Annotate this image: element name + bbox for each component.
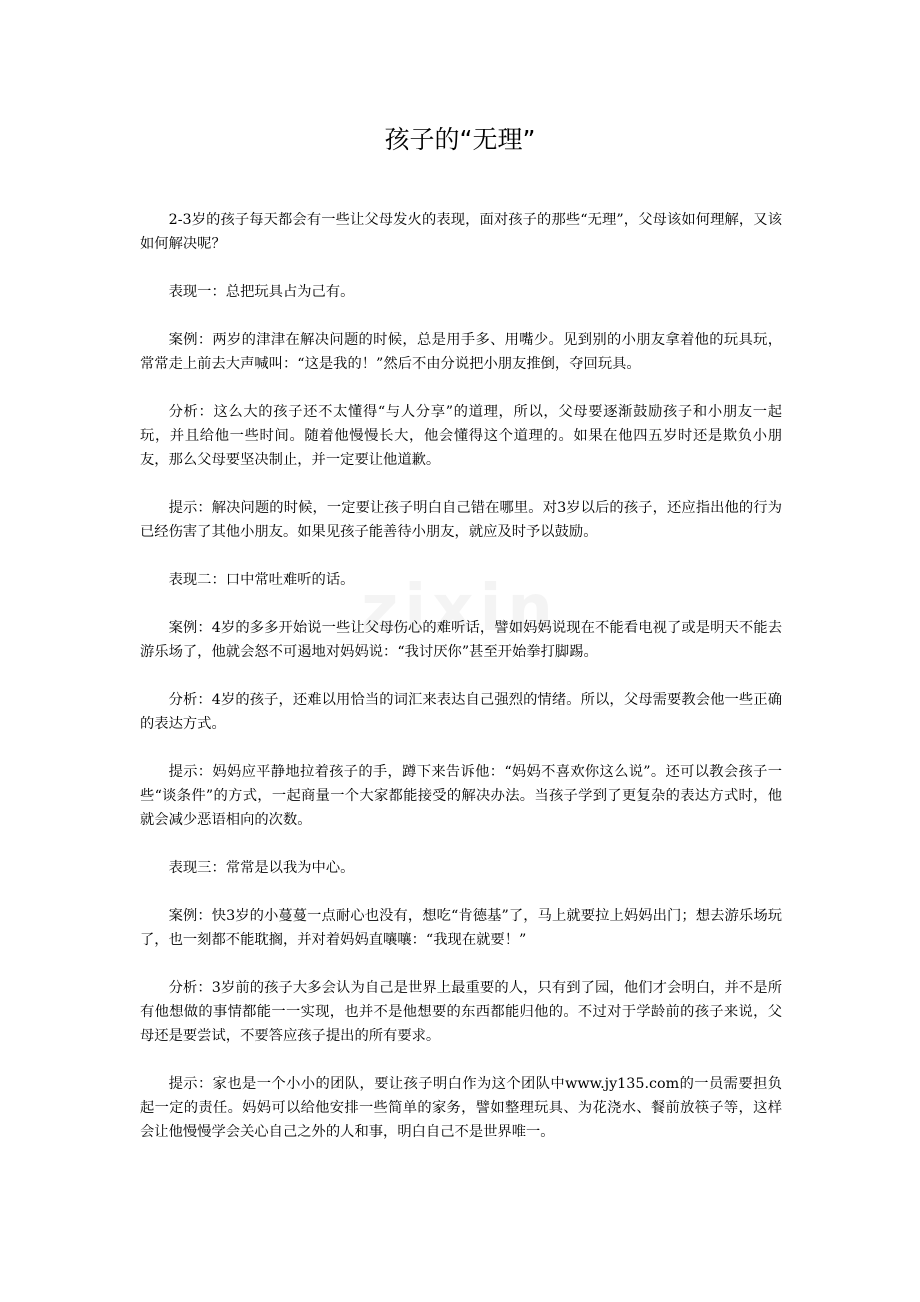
heading-behavior-3: 表现三：常常是以我为中心。 [168, 860, 355, 876]
analysis-paragraph-1: 分析：这么大的孩子还不太懂得“与人分享”的道理，所以，父母要逐渐鼓励孩子和小朋友一起玩，并且给他一些时间。随着他慢慢长大，他会懂得这个道理的。如果在他四五岁时还是欺负小朋友，那么父母要坚决制止，并一定要让他道歉。 [140, 404, 782, 468]
analysis-paragraph-2: 分析：4岁的孩子，还难以用恰当的词汇来表达自己强烈的情绪。所以，父母需要教会他一些正确的表达方式。 [140, 692, 782, 732]
tip-paragraph-1: 提示：解决问题的时候，一定要让孩子明白自己错在哪里。对3岁以后的孩子，还应指出他的行为已经伤害了其他小朋友。如果见孩子能善待小朋友，就应及时予以鼓励。 [140, 500, 782, 540]
analysis-paragraph-3: 分析：3岁前的孩子大多会认为自己是世界上最重要的人，只有到了园，他们才会明白，并不是所有他想做的事情都能一一实现，也并不是他想要的东西都能归他的。不过对于学龄前的孩子来说，父母还是要尝试，不要答应孩子提出的所有要求。 [140, 980, 782, 1044]
case-paragraph-3: 案例：快3岁的小蔓蔓一点耐心也没有，想吃“肯德基”了，马上就要拉上妈妈出门；想去游乐场玩了，也一刻都不能耽搁，并对着妈妈直嚷嚷：“我现在就要！” [140, 908, 782, 948]
intro-paragraph: 2-3岁的孩子每天都会有一些让父母发火的表现，面对孩子的那些“无理”，父母该如何理解，又该如何解决呢？ [140, 212, 782, 252]
tip-paragraph-2: 提示：妈妈应平静地拉着孩子的手，蹲下来告诉他：“妈妈不喜欢你这么说”。还可以教会孩子一些“谈条件”的方式，一起商量一个大家都能接受的解决办法。当孩子学到了更复杂的表达方式时，他就会减少恶语相向的次数。 [140, 764, 782, 828]
case-paragraph-1: 案例：两岁的津津在解决问题的时候，总是用手多、用嘴少。见到别的小朋友拿着他的玩具玩，常常走上前去大声喊叫：“这是我的！”然后不由分说把小朋友推倒，夺回玩具。 [140, 332, 782, 372]
heading-behavior-2: 表现二：口中常吐难听的话。 [168, 572, 355, 588]
document-body [140, 208, 782, 1168]
case-paragraph-2: 案例：4岁的多多开始说一些让父母伤心的难听话，譬如妈妈说现在不能看电视了或是明天不能去游乐场了，他就会怒不可遏地对妈妈说：“我讨厌你”甚至开始拳打脚踢。 [140, 620, 782, 660]
heading-behavior-1: 表现一：总把玩具占为己有。 [168, 284, 355, 300]
tip-paragraph-3: 提示：家也是一个小小的团队，要让孩子明白作为这个团队中www.jy135.com的一员需要担负起一定的责任。妈妈可以给他安排一些简单的家务，譬如整理玩具、为花浇水、餐前放筷子等，这样会让他慢慢学会关心自己之外的人和事，明白自己不是世界唯一。 [140, 1076, 782, 1140]
document-title: 孩子的“无理” [384, 125, 536, 154]
